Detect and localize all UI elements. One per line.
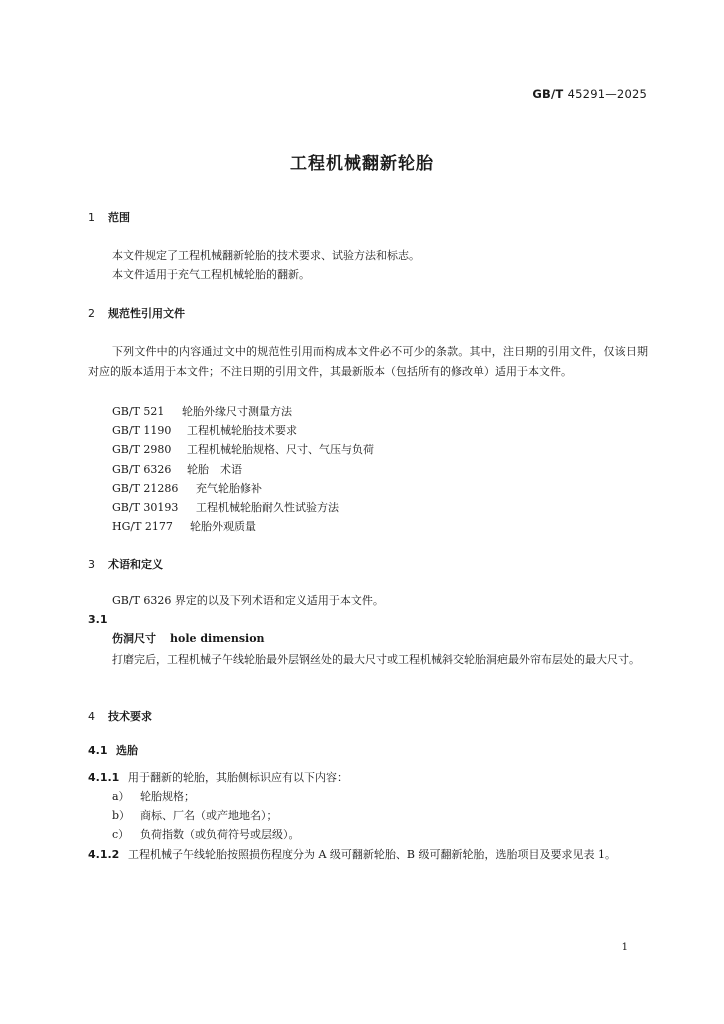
reference-item [112, 499, 339, 515]
terms-intro: GB/T 6326 界定的以及下列术语和定义适用于本文件。 [112, 594, 384, 607]
subsection-title: 选胎 [116, 744, 138, 757]
reference-item [112, 403, 292, 419]
section-number: 4 [88, 710, 95, 723]
section-1-heading [88, 209, 130, 225]
list-marker: c） [112, 828, 130, 841]
reference-title: 工程机械轮胎技术要求 [187, 424, 297, 437]
reference-title: 轮胎 术语 [187, 463, 242, 476]
reference-item [112, 518, 256, 534]
clause-text: 工程机械子午线轮胎按照损伤程度分为 A 级可翻新轮胎、B 级可翻新轮胎，选胎项目及要求见表 1。 [128, 848, 617, 861]
list-text: 负荷指数（或负荷符号或层级）。 [140, 828, 300, 841]
references-intro: 下列文件中的内容通过文中的规范性引用而构成本文件必不可少的条款。其中，注日期的引用文件，仅该日期对应的版本适用于本文件；不注日期的引用文件，其最新版本（包括所有的修改单）适用于本文件。 [88, 345, 648, 378]
list-item [112, 787, 195, 807]
list-text: 商标、厂名（或产地地名）； [140, 809, 278, 822]
section-number: 3 [88, 558, 95, 571]
reference-code: GB/T 1190 [112, 424, 172, 437]
reference-title: 工程机械轮胎规格、尺寸、气压与负荷 [187, 443, 374, 456]
reference-item [112, 422, 297, 438]
reference-item [112, 480, 262, 496]
reference-code: GB/T 30193 [112, 501, 179, 514]
term-3-1-definition: 打磨完后，工程机械子午线轮胎最外层钢丝处的最大尺寸或工程机械斜交轮胎洞疤最外帘布层处的最大尺寸。 [112, 653, 640, 666]
standard-prefix: GB/T [532, 87, 564, 101]
reference-item [112, 441, 374, 457]
term-chinese: 伤洞尺寸 [112, 632, 156, 645]
reference-code: GB/T 21286 [112, 482, 179, 495]
section-title: 规范性引用文件 [108, 307, 185, 320]
section-3-heading [88, 556, 163, 572]
reference-code: GB/T 521 [112, 405, 165, 418]
clause-text: 用于翻新的轮胎，其胎侧标识应有以下内容： [128, 771, 348, 784]
reference-title: 充气轮胎修补 [196, 482, 262, 495]
section-4-heading [88, 708, 152, 724]
section-2-heading [88, 305, 185, 321]
section-number: 2 [88, 307, 95, 320]
subsection-4-1-heading [88, 742, 138, 758]
document-header [532, 87, 647, 101]
reference-title: 轮胎外观质量 [190, 520, 256, 533]
reference-code: GB/T 6326 [112, 463, 172, 476]
clause-number: 4.1.2 [88, 848, 120, 861]
subsection-number: 4.1 [88, 744, 108, 757]
section-title: 技术要求 [108, 710, 152, 723]
term-3-1-heading [112, 629, 265, 649]
section-number: 1 [88, 211, 95, 224]
clause-4-1-2 [88, 845, 648, 865]
clause-number: 4.1.1 [88, 771, 120, 784]
term-3-1-number: 3.1 [88, 613, 108, 626]
page-number: 1 [621, 942, 628, 953]
scope-paragraph-1: 本文件规定了工程机械翻新轮胎的技术要求、试验方法和标志。 [112, 249, 420, 262]
list-marker: b） [112, 809, 131, 822]
term-english: hole dimension [170, 632, 265, 645]
list-item [112, 806, 278, 826]
reference-title: 工程机械轮胎耐久性试验方法 [196, 501, 339, 514]
list-item [112, 825, 300, 845]
document-title: 工程机械翻新轮胎 [290, 154, 434, 174]
reference-item [112, 461, 242, 477]
reference-code: HG/T 2177 [112, 520, 173, 533]
list-text: 轮胎规格； [140, 790, 195, 803]
section-title: 范围 [108, 211, 130, 224]
list-marker: a） [112, 790, 130, 803]
reference-title: 轮胎外缘尺寸测量方法 [182, 405, 292, 418]
reference-code: GB/T 2980 [112, 443, 172, 456]
standard-number: 45291—2025 [567, 87, 647, 101]
clause-4-1-1 [88, 768, 348, 788]
scope-paragraph-2: 本文件适用于充气工程机械轮胎的翻新。 [112, 268, 310, 281]
section-title: 术语和定义 [108, 558, 163, 571]
